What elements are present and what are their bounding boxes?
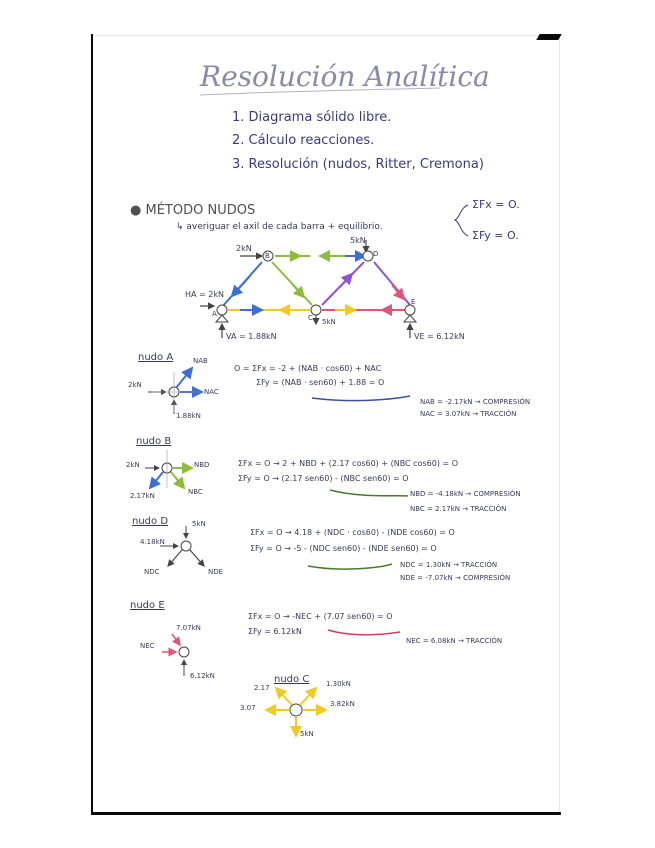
method-heading: ● MÉTODO NUDOS	[130, 203, 256, 218]
nudo-d-underline	[308, 564, 392, 569]
nudo-e-left: NEC	[140, 642, 155, 650]
nudo-a-eq2: ΣFy = (NAB · sen60) + 1.88 = O	[256, 378, 385, 387]
nudo-d-br: NDE	[208, 568, 224, 576]
page-title: Resolución Analítica	[200, 60, 490, 93]
nudo-a-bottom: 1.88kN	[176, 412, 201, 420]
nudo-a-left: 2kN	[128, 381, 142, 389]
nudo-a-nab: NAB	[193, 357, 208, 365]
nudo-e-heading: nudo E	[130, 600, 165, 611]
title-underline	[200, 88, 440, 95]
nudo-b-underline	[330, 490, 408, 496]
nudo-d-diagram	[160, 526, 204, 566]
nudo-d-result1: NDC = 1.30kN → TRACCIÓN	[400, 561, 498, 569]
nudo-e-bottom: 6.12kN	[190, 672, 215, 680]
nudo-d-top: 5kN	[192, 520, 206, 528]
nudo-e-eq2: ΣFy = 6.12kN	[248, 627, 302, 636]
truss-load-b: 2kN	[236, 244, 252, 253]
nudo-a-diagram	[148, 368, 202, 414]
brace	[455, 205, 468, 236]
nudo-a-result2: NAC = 3.07kN → TRACCIÓN	[420, 410, 517, 418]
step-2: 2. Cálculo reacciones.	[232, 133, 375, 148]
nudo-c-bottom: 5kN	[300, 730, 314, 738]
truss-load-d: 5kN	[350, 236, 366, 245]
nudo-b-bl: 2.17kN	[130, 492, 155, 500]
step-3: 3. Resolución (nudos, Ritter, Cremona)	[232, 157, 484, 172]
nudo-b-right: NBD	[194, 461, 210, 469]
nudo-a-underline	[312, 396, 410, 401]
node-d-label: D	[373, 250, 379, 258]
truss-va: VA = 1.88kN	[226, 332, 277, 341]
nudo-d-eq1: ΣFx = O → 4.18 + (NDC · cos60) - (NDE cos60) = O	[250, 528, 455, 537]
nudo-b-eq1: ΣFx = O → 2 + NBD + (2.17 cos60) + (NBC cos60) = O	[238, 459, 459, 468]
nudo-c-diagram	[266, 688, 326, 736]
nudo-a-nac: NAC	[204, 388, 219, 396]
nudo-d-bl: NDC	[144, 568, 160, 576]
nudo-b-br: NBC	[188, 488, 203, 496]
node-b-label: B	[265, 252, 270, 260]
nudo-d-eq2: ΣFy = O → -5 - (NDC sen60) - (NDE sen60) = O	[250, 544, 437, 553]
nudo-a-heading: nudo A	[138, 352, 174, 363]
truss-ve: VE = 6.12kN	[414, 332, 465, 341]
nudo-e-result1: NEC = 6.08kN → TRACCIÓN	[406, 637, 503, 645]
equilibrium-x: ΣFx = O.	[472, 198, 520, 211]
node-c-label: C	[308, 314, 313, 322]
nudo-d-result2: NDE = -7.07kN → COMPRESIÓN	[400, 574, 511, 582]
node-a-label: A	[212, 310, 217, 318]
nudo-e-underline	[328, 630, 400, 635]
nudo-d-left: 4.18kN	[140, 538, 165, 546]
nudo-a-eq1: O = ΣFx = -2 + (NAB · cos60) + NAC	[234, 364, 382, 373]
node-e-label: E	[411, 298, 416, 306]
truss-load-c: 5kN	[322, 318, 336, 326]
nudo-b-left: 2kN	[126, 461, 140, 469]
equilibrium-y: ΣFy = O.	[472, 229, 519, 242]
method-heading-text: MÉTODO NUDOS	[145, 203, 256, 218]
nudo-c-heading: nudo C	[274, 674, 310, 685]
nudo-b-diagram	[145, 450, 192, 488]
nudo-b-heading: nudo B	[136, 436, 172, 447]
nudo-e-top: 7.07kN	[176, 624, 201, 632]
step-1: 1. Diagrama sólido libre.	[232, 110, 392, 125]
truss-ha: HA = 2kN	[185, 290, 224, 299]
nudo-c-right: 3.82kN	[330, 700, 355, 708]
nudo-c-left: 3.07	[240, 704, 256, 712]
nudo-b-result1: NBD = -4.18kN → COMPRESIÓN	[410, 490, 521, 498]
nudo-b-result2: NBC = 2.17kN → TRACCIÓN	[410, 505, 507, 513]
nudo-d-heading: nudo D	[132, 516, 169, 527]
nudo-e-diagram	[162, 634, 189, 676]
truss-diagram	[200, 240, 416, 338]
method-subtitle: ↳ averiguar el axil de cada barra + equilibrio.	[176, 222, 383, 232]
nudo-b-eq2: ΣFy = O → (2.17 sen60) - (NBC sen60) = O	[238, 474, 409, 483]
nudo-a-result1: NAB = -2.17kN → COMPRESIÓN	[420, 398, 531, 406]
nudo-c-tr: 1.30kN	[326, 680, 351, 688]
nudo-c-tl: 2.17	[254, 684, 270, 692]
nudo-e-eq1: ΣFx = O → -NEC + (7.07 sen60) = O	[248, 612, 393, 621]
